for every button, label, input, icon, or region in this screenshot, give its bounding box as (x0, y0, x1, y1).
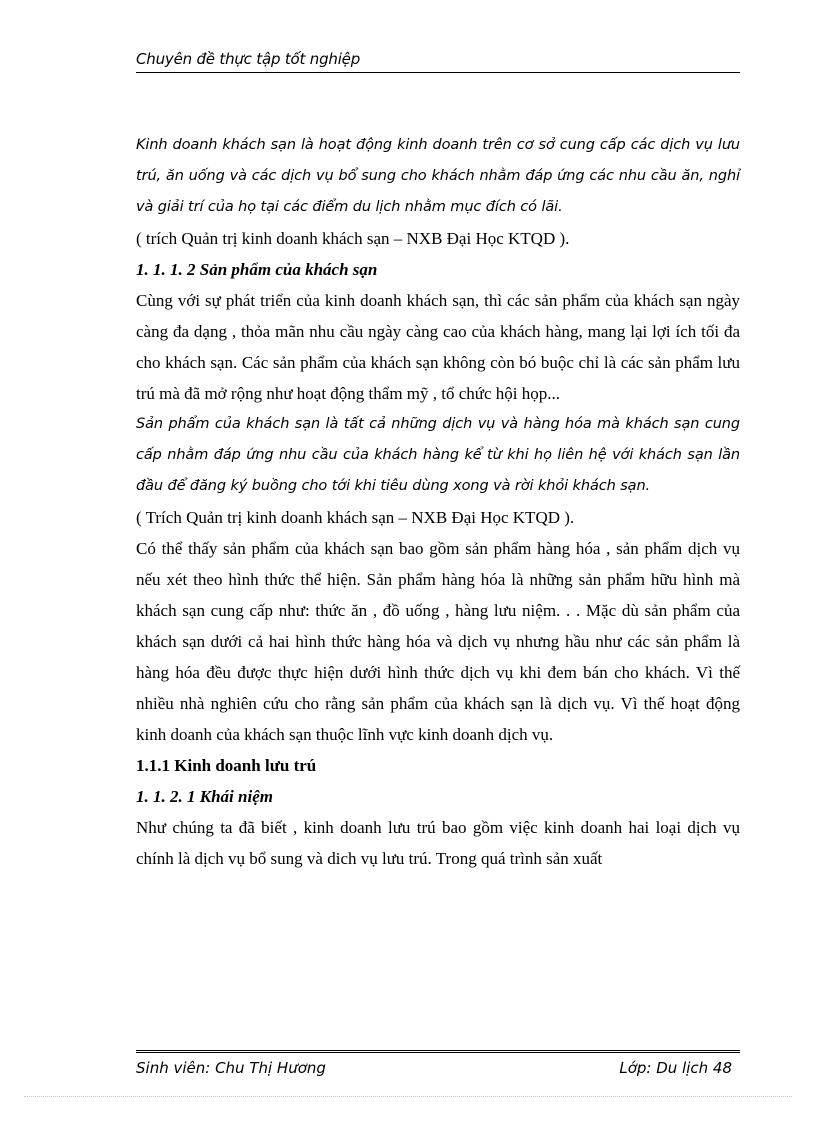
citation-2: ( Trích Quản trị kinh doanh khách sạn – NXB Đại Học KTQD ). (136, 508, 575, 527)
header-title: Chuyên đề thực tập tốt nghiệp (136, 50, 361, 68)
page-edge-divider (24, 1096, 792, 1097)
hotel-business-definition: Kinh doanh khách sạn là hoạt động kinh doanh trên cơ sở cung cấp các dịch vụ lưu trú, ăn uống và các dịch vụ bổ sung cho khách nhằm đáp ứng các nhu cầu ăn, nghỉ và giải trí của họ tại các điểm du lịch nhằm mục đích có lãi. (136, 137, 740, 215)
heading-1-1-1-2: 1. 1. 1. 2 Sản phẩm của khách sạn (136, 260, 378, 279)
products-definition: Sản phẩm của khách sạn là tất cả những dịch vụ và hàng hóa mà khách sạn cung cấp nhằm đáp ứng nhu cầu của khách hàng kể từ khi họ liên hệ với khách sạn lần đầu để đăng ký buồng cho tới khi tiêu dùng xong và rời khỏi khách sạn. (136, 416, 740, 494)
page-footer (136, 1050, 740, 1081)
footer-student: Sinh viên: Chu Thị Hương (136, 1059, 326, 1077)
paragraph-goods-and-services: Có thể thấy sản phẩm của khách sạn bao gồm sản phẩm hàng hóa , sản phẩm dịch vụ nếu xét theo hình thức thể hiện. Sản phẩm hàng hóa là những sản phẩm hữu hình mà khách sạn cung cấp như: thức ăn , đồ uống , hàng lưu niệm. . . Mặc dù sản phẩm của khách sạn dưới cả hai hình thức hàng hóa và dịch vụ nhưng hầu như các sản phẩm là hàng hóa đều được thực hiện dưới hình thức dịch vụ khi đem bán cho khách. Vì thế nhiều nhà nghiên cứu cho rằng sản phẩm của khách sạn là dịch vụ. Vì thế hoạt động kinh doanh của khách sạn thuộc lĩnh vực kinh doanh dịch vụ. (136, 539, 740, 744)
footer-class: Lớp: Du lịch 48 (619, 1059, 732, 1077)
citation-1: ( trích Quản trị kinh doanh khách sạn – NXB Đại Học KTQD ). (136, 229, 570, 248)
heading-1-1-2-1: 1. 1. 2. 1 Khái niệm (136, 787, 273, 806)
paragraph-concept: Như chúng ta đã biết , kinh doanh lưu trú bao gồm việc kinh doanh hai loại dịch vụ chính là dịch vụ bổ sung và dich vụ lưu trú. Trong quá trình sản xuất (136, 818, 740, 868)
page-content (136, 130, 740, 874)
page-header (136, 48, 740, 73)
heading-1-1-1: 1.1.1 Kinh doanh lưu trú (136, 756, 317, 775)
paragraph-hotel-products: Cùng với sự phát triển của kinh doanh khách sạn, thì các sản phẩm của khách sạn ngày càng đa dạng , thỏa mãn nhu cầu ngày càng cao của khách hàng, mang lại lợi ích tối đa cho khách sạn. Các sản phẩm của khách sạn không còn bó buộc chỉ là các sản phẩm lưu trú mà đã mở rộng như hoạt động thẩm mỹ , tổ chức hội họp... (136, 291, 740, 403)
